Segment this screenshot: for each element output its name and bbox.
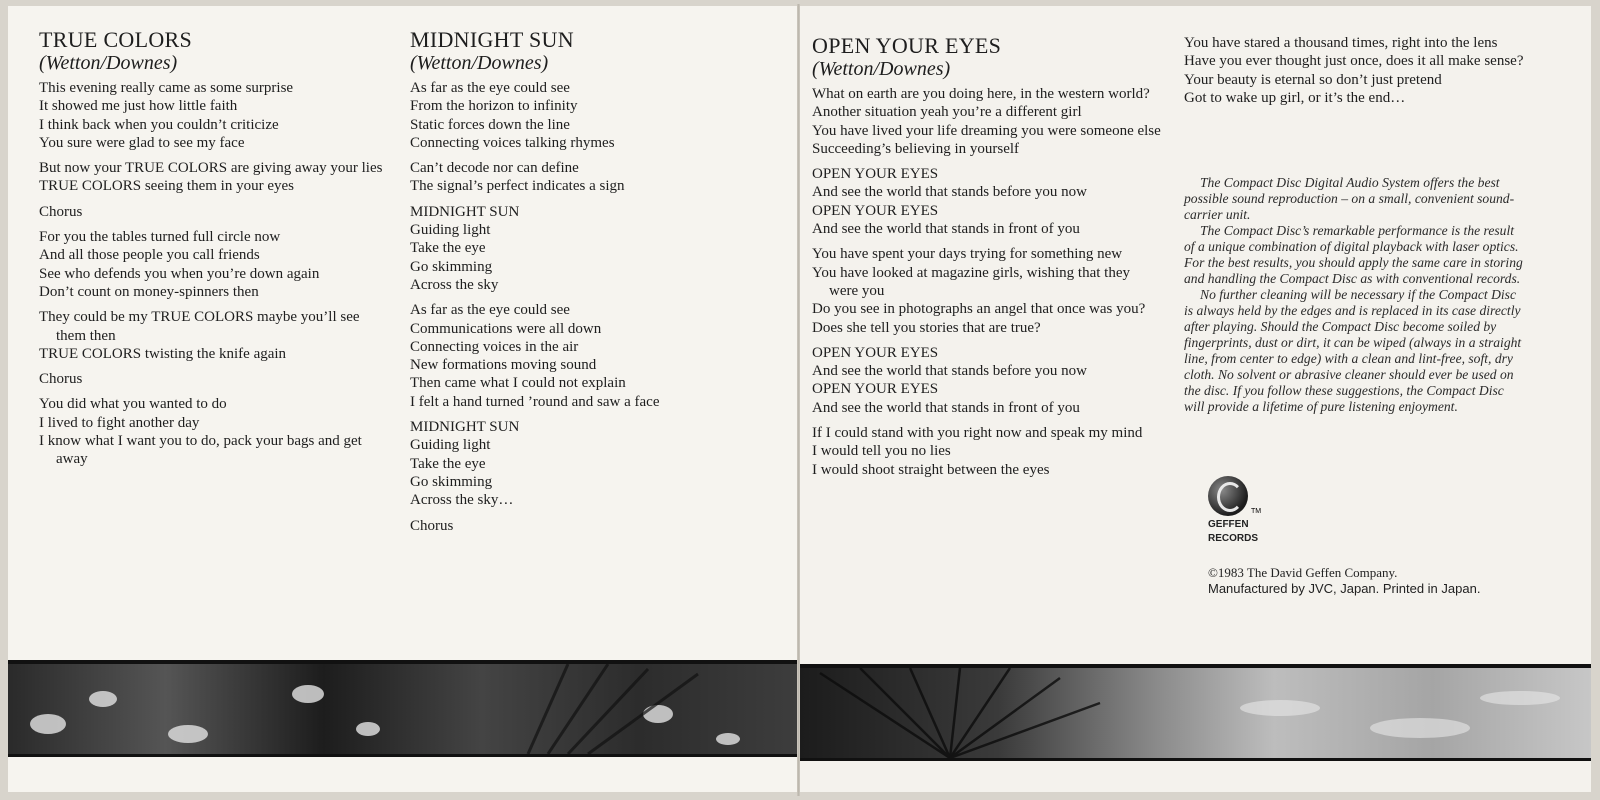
stanza: [812, 165, 1162, 238]
lyric-line: Across the sky…: [410, 492, 514, 509]
lyric-line: Then came what I could not explain: [410, 375, 626, 392]
logo-text-records: RECORDS: [1208, 533, 1259, 544]
geffen-g-icon: [1208, 476, 1248, 516]
copyright-line: ©1983 The David Geffen Company.: [1208, 565, 1398, 580]
stanza: [39, 203, 389, 221]
song-credit: (Wetton/Downes): [39, 52, 178, 74]
notice-paragraph: The Compact Disc Digital Audio System offers the best possible sound reproduction – on a small, convenient sound-carrier unit.: [1184, 175, 1515, 222]
lyric-line: Don’t count on money-spinners then: [39, 283, 259, 300]
lyric-line: I lived to fight another day: [39, 414, 200, 431]
geffen-records-logo: [1208, 476, 1262, 544]
stanza: [812, 344, 1162, 417]
song-title: OPEN YOUR EYES: [812, 33, 1002, 58]
lyric-line: OPEN YOUR EYES: [812, 381, 939, 398]
stanza: [812, 245, 1162, 336]
lyric-line: As far as the eye could see: [410, 302, 570, 319]
lyrics: [410, 79, 770, 535]
foliage-illustration: [8, 664, 797, 754]
lyric-line: And see the world that stands in front of you: [812, 399, 1080, 416]
lyric-line: You did what you wanted to do: [39, 396, 227, 413]
lyric-line: Static forces down the line: [410, 116, 570, 133]
lyric-line: Succeeding’s believing in yourself: [812, 140, 1020, 157]
lyric-line: Does she tell you stories that are true?: [812, 319, 1041, 336]
lyric-line: It showed me just how little faith: [39, 98, 238, 115]
lyric-line: Take the eye: [410, 240, 486, 257]
lyric-line: Connecting voices in the air: [410, 338, 579, 355]
lyric-line: I would tell you no lies: [812, 443, 951, 460]
stanza: [39, 395, 389, 468]
lyric-line: Can’t decode nor can define: [410, 160, 579, 177]
lyric-line: You have looked at magazine girls, wishing that they were you: [812, 264, 1131, 299]
lyric-line: Connecting voices talking rhymes: [410, 134, 615, 151]
left-booklet-page: [8, 6, 797, 792]
lyrics: [39, 79, 389, 469]
lyric-line: TRUE COLORS seeing them in your eyes: [39, 178, 294, 195]
lyric-line: See who defends you when you’re down again: [39, 265, 320, 282]
notice-paragraph: The Compact Disc’s remarkable performance is the result of a unique combination of digital playback with laser optics. For the best results, you should apply the same care in storing and handling the Compact Disc as with conventional records.: [1184, 223, 1523, 286]
manufacturer-line: Manufactured by JVC, Japan. Printed in Japan.: [1208, 581, 1481, 596]
lyric-line: The signal’s perfect indicates a sign: [410, 178, 625, 195]
song-title: TRUE COLORS: [39, 27, 193, 52]
lyric-line: Communications were all down: [410, 320, 602, 337]
trademark-symbol: TM: [1251, 508, 1262, 515]
lyric-line: Guiding light: [410, 222, 491, 239]
lyric-line: Across the sky: [410, 276, 499, 293]
lyric-line: What on earth are you doing here, in the western world?: [812, 86, 1150, 102]
lyric-line: I know what I want you to do, pack your bags and get away: [39, 433, 362, 468]
lyric-line: You have spent your days trying for something new: [812, 246, 1123, 263]
stanza: [410, 301, 770, 411]
right-booklet-page: [800, 6, 1591, 792]
lyric-line: I felt a hand turned ’round and saw a face: [410, 393, 660, 410]
song-open-your-eyes-continued: [1184, 34, 1524, 107]
lyric-line: Got to wake up girl, or it’s the end…: [1184, 89, 1406, 106]
lyrics: [812, 85, 1162, 479]
stanza: [410, 159, 770, 196]
lyric-line: I would shoot straight between the eyes: [812, 461, 1050, 478]
stanza: [39, 308, 389, 363]
song-credit: (Wetton/Downes): [812, 58, 951, 80]
lyric-line: Chorus: [410, 517, 454, 534]
lyric-line: And see the world that stands before you now: [812, 184, 1087, 201]
lyric-line: Another situation yeah you’re a different girl: [812, 104, 1082, 121]
copyright-block: [1208, 565, 1480, 597]
lyric-line: For you the tables turned full circle now: [39, 229, 281, 246]
lyric-line: OPEN YOUR EYES: [812, 344, 939, 361]
lyric-line: OPEN YOUR EYES: [812, 166, 939, 183]
lyric-line: And see the world that stands in front of you: [812, 221, 1080, 238]
lyric-line: MIDNIGHT SUN: [410, 419, 520, 436]
lyric-line: If I could stand with you right now and speak my mind: [812, 425, 1143, 442]
compact-disc-notice: [1184, 175, 1526, 415]
lyric-line: Go skimming: [410, 258, 493, 275]
jungle-photo-strip: [8, 660, 797, 757]
lyric-line: They could be my TRUE COLORS maybe you’ll see them then: [39, 309, 360, 344]
lyric-line: Do you see in photographs an angel that once was you?: [812, 301, 1146, 318]
song-true-colors: [39, 28, 389, 476]
lyric-line: Take the eye: [410, 455, 486, 472]
stanza: [39, 79, 389, 152]
seascape-photo-strip: [800, 664, 1591, 761]
stanza: [410, 517, 770, 535]
stanza: [812, 424, 1162, 479]
stanza: [39, 228, 389, 301]
lyric-line: You have lived your life dreaming you were someone else: [812, 122, 1161, 139]
lyric-line: But now your TRUE COLORS are giving away your lies: [39, 160, 383, 177]
stanza: [410, 418, 770, 509]
lyric-line: Chorus: [39, 371, 83, 388]
lyric-line: This evening really came as some surprise: [39, 80, 294, 96]
lyric-line: And all those people you call friends: [39, 247, 260, 264]
lyric-line: Have you ever thought just once, does it all make sense?: [1184, 53, 1524, 70]
lyric-line: New formations moving sound: [410, 357, 597, 374]
palm-and-sea-illustration: [800, 668, 1591, 758]
stanza: [812, 85, 1162, 158]
lyric-line: From the horizon to infinity: [410, 98, 578, 115]
lyric-line: You have stared a thousand times, right into the lens: [1184, 35, 1498, 51]
lyric-line: As far as the eye could see: [410, 80, 570, 96]
logo-text-geffen: GEFFEN: [1208, 519, 1249, 530]
lyric-line: I think back when you couldn’t criticize: [39, 116, 279, 133]
song-title: MIDNIGHT SUN: [410, 27, 574, 52]
lyric-line: You sure were glad to see my face: [39, 134, 245, 151]
lyric-line: TRUE COLORS twisting the knife again: [39, 345, 287, 362]
lyric-line: Chorus: [39, 203, 83, 220]
lyric-line: MIDNIGHT SUN: [410, 203, 520, 220]
lyric-line: And see the world that stands before you now: [812, 363, 1087, 380]
stanza: [410, 203, 770, 294]
stanza: [39, 370, 389, 388]
notice-paragraph: No further cleaning will be necessary if the Compact Disc is always held by the edges and is replaced in its case directly after playing. Should the Compact Disc become soiled by fingerprints, dust or dirt, it can be wiped (always in a straight line, from center to edge) with a clean and lint-free, soft, dry cloth. No solvent or abrasive cleaner should ever be used on the disc. If you follow these suggestions, the Compact Disc will provide a lifetime of pure listening enjoyment.: [1184, 287, 1522, 414]
stanza: [39, 159, 389, 196]
song-open-your-eyes: [812, 34, 1162, 486]
lyric-line: Go skimming: [410, 473, 493, 490]
lyric-line: OPEN YOUR EYES: [812, 202, 939, 219]
song-midnight-sun: [410, 28, 770, 542]
lyric-line: Your beauty is eternal so don’t just pretend: [1184, 71, 1442, 88]
lyric-line: Guiding light: [410, 437, 491, 454]
stanza: [410, 79, 770, 152]
lyrics-continued: [1184, 34, 1524, 107]
song-credit: (Wetton/Downes): [410, 52, 549, 74]
